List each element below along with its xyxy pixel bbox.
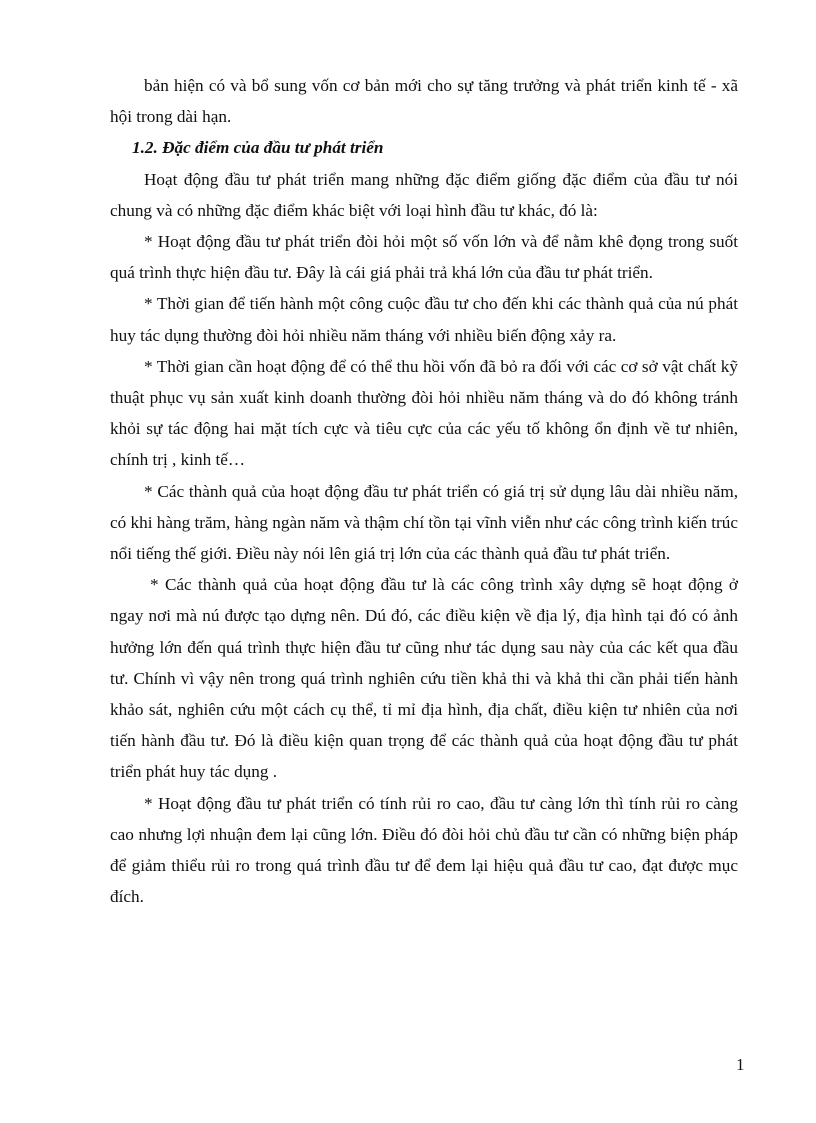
body-text	[110, 70, 738, 912]
paragraph-bullet-longevity: * Các thành quả của hoạt động đầu tư phát triển có giá trị sử dụng lâu dài nhiều năm, có khi hàng trăm, hàng ngàn năm và thậm chí tồn tại vĩnh viễn như các công trình kiến trúc nổi tiếng thế giới. Điều này nói lên giá trị lớn của các thành quả đầu tư phát triển.	[110, 481, 738, 564]
paragraph-bullet-duration: * Thời gian để tiến hành một công cuộc đầu tư cho đến khi các thành quả của nú phát huy tác dụng thường đòi hỏi nhiều năm tháng với nhiều biến động xảy ra.	[110, 294, 738, 345]
paragraph-intro: Hoạt động đầu tư phát triển mang những đặc điểm giống đặc điểm của đầu tư nói chung và có những đặc điểm khác biệt với loại hình đầu tư khác, đó là:	[110, 169, 738, 220]
page-number: 1	[736, 1055, 745, 1074]
paragraph-bullet-payback: * Thời gian cần hoạt động để có thể thu hồi vốn đã bỏ ra đối với các cơ sở vật chất kỹ thuật phục vụ sản xuất kinh doanh thường đòi hỏi nhiều năm tháng và do đó không tránh khỏi sự tác động hai mặt tích cực và tiêu cực của các yếu tố không ổn định về tư nhiên, chính trị , kinh tế…	[110, 356, 738, 470]
paragraph-bullet-location: * Các thành quả của hoạt động đầu tư là các công trình xây dựng sẽ hoạt động ở ngay nơi mà nú được tạo dựng nên. Dú đó, các điều kiện về địa lý, địa hình tại đó có ảnh hưởng lớn đến quá trình thực hiện đầu tư cũng như tác dụng sau này của các kết qua đầu tư. Chính vì vậy nên trong quá trình nghiên cứu tiền khả thi và khả thi cần phải tiến hành khảo sát, nghiên cứu một cách cụ thể, tỉ mỉ địa hình, địa chất, điều kiện tư nhiên của nơi tiến hành đầu tư. Đó là điều kiện quan trọng để các thành quả của hoạt động đầu tư phát triển phát huy tác dụng .	[110, 575, 738, 782]
paragraph-bullet-risk: * Hoạt động đầu tư phát triển có tính rủi ro cao, đầu tư càng lớn thì tính rủi ro càng cao nhưng lợi nhuận đem lại cũng lớn. Điều đó đòi hỏi chủ đầu tư cần có những biện pháp để giảm thiểu rủi ro trong quá trình đầu tư để đem lại hiệu quả đầu tư cao, đạt được mục đích.	[110, 793, 738, 907]
section-heading: 1.2. Đặc điểm của đầu tư phát triển	[132, 138, 384, 158]
paragraph-bullet-capital: * Hoạt động đầu tư phát triển đòi hỏi một số vốn lớn và để nằm khê đọng trong suốt quá trình thực hiện đầu tư. Đây là cái giá phải trả khá lớn của đầu tư phát triển.	[110, 232, 738, 283]
paragraph-continuation: bản hiện có và bổ sung vốn cơ bản mới cho sự tăng trưởng và phát triển kinh tế - xã hội trong dài hạn.	[110, 76, 738, 127]
